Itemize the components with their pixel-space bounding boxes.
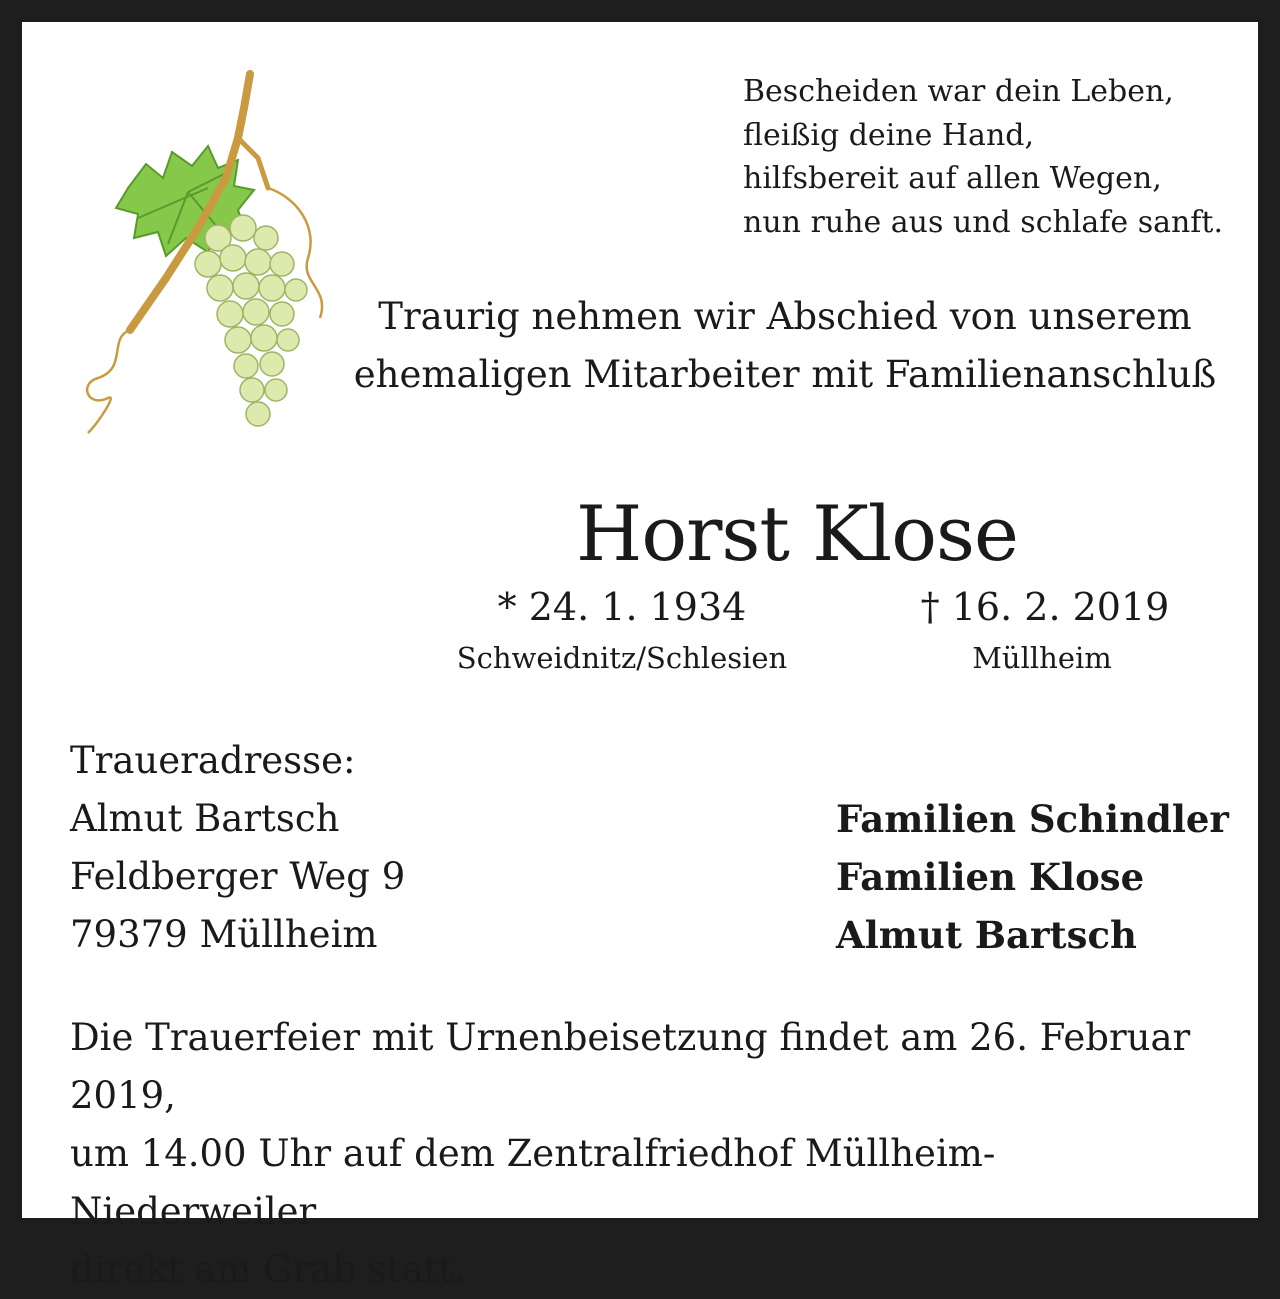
address-city: 79379 Müllheim [70,913,378,956]
mourning-address [70,732,405,964]
death-date: † 16. 2. 2019 [920,585,1170,629]
poem: Bescheiden war dein Leben, fleißig deine Hand, hilfsbereit auf allen Wegen, nun ruhe aus und schlafe sanft. [743,74,1223,240]
mourner: Familien Klose [836,855,1145,899]
death-place: Müllheim [972,641,1112,675]
tendril-left [87,330,130,433]
address-name: Almut Bartsch [70,797,340,840]
address-street: Feldberger Weg 9 [70,855,406,898]
mourner: Almut Bartsch [836,913,1137,957]
grape-cluster [195,215,307,426]
birth-place: Schweidnitz/Schlesien [456,641,788,675]
grape-vine-icon [68,68,338,448]
deceased-name: Horst Klose [576,489,1018,578]
vine-branch [238,138,268,188]
funeral-details: Die Trauerfeier mit Urnenbeisetzung findet am 26. Februar 2019, um 14.00 Uhr auf dem Zentralfriedhof Müllheim-Niederweiler direkt am Grab statt. [70,1016,1191,1291]
mourners-list [836,790,1229,964]
mourner: Familien Schindler [836,797,1229,841]
birth-date: * 24. 1. 1934 [497,585,747,629]
intro-text: Traurig nehmen wir Abschied von unserem ehemaligen Mitarbeiter mit Familienanschluß [353,295,1217,396]
address-label: Traueradresse: [70,739,356,782]
obituary-notice [22,22,1258,1291]
